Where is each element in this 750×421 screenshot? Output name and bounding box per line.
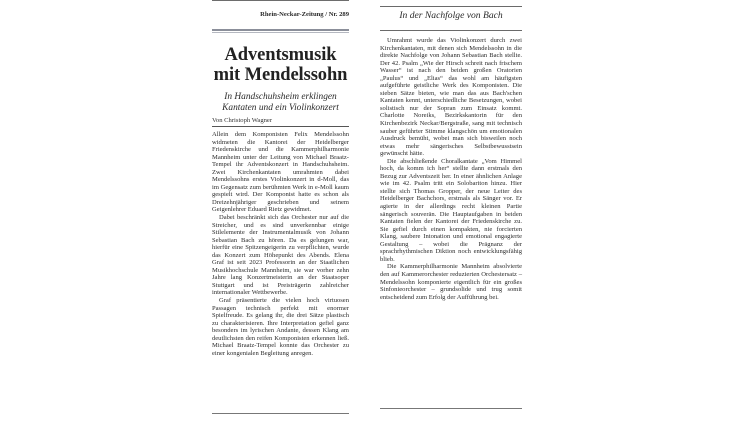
sidebar-title-rule: [380, 30, 522, 31]
bottom-rule: [380, 408, 522, 409]
sidebar-title: In der Nachfolge von Bach: [399, 10, 503, 21]
newspaper-masthead: Rhein-Neckar-Zeitung / Nr. 289: [260, 11, 349, 18]
article-headline: [208, 45, 353, 85]
paragraph: Die abschließende Choralkantate „Vom Himmel hoch, da komm ich her“ stellte dann erstmals den Bezug zur Adventszeit her. In einer ähnlichen Anlage wie im 42. Psalm tritt ein Solobariton hinzu. Hier stellte sich Thomas Gropper, der neue Leiter des Heidelberger Bachchors, erstmals als Sänger vor. Er agierte in der allerdings recht kleinen Partie sängerisch souverän. Die Hauptaufgaben in beiden Kantaten fielen der Kantorei der Friedenskirche zu. Sie gefiel durch einen kompakten, nie forcierten Klang, saubere Intonation und emotional engagierte Gestaltung – wobei die Prägnanz der sprachrhythmischen Diktion noch entwicklungsfähig blieb.: [380, 157, 522, 263]
subhead-line-1: In Handschuhsheim erklingen: [224, 92, 337, 102]
article-body: [212, 131, 349, 357]
paragraph: Allein dem Komponisten Felix Mendelssohn widmeten die Kantorei der Heidelberger Friedenskirche und die Kammerphilharmonie Mannheim unter der Leitung von Michael Braatz-Tempel ihr Adventskonzert in Handschuhsheim. Zwei Kirchenkantaten umrahmten dabei Mendelssohns erstes Violinkonzert in d-Moll, das im Gegensatz zum berühmten Werk in e-Moll kaum gespielt wird. Der Komponist hatte es schon als Dreizehnjähriger geschrieben und seinem Geigenlehrer Eduard Rietz gewidmet.: [212, 131, 349, 214]
headline-line-1: Adventsmusik: [224, 45, 337, 65]
paragraph: Die Kammerphilharmonie Mannheim absolvierte den auf Kammerorchester reduzierten Orchestersatz – Mendelssohn komponierte eigentlich für ein großes Sinfonieorchester – grundsolide und trug somit entscheidend zum Erfolg der Aufführung bei.: [380, 263, 522, 301]
sidebar-top-rule: [380, 6, 522, 7]
top-rule: [212, 0, 349, 1]
paragraph: Umrahmt wurde das Violinkonzert durch zwei Kirchenkantaten, mit denen sich Mendelssohn in die direkte Nachfolge von Johann Sebastian Bach stellte. Der 42. Psalm „Wie der Hirsch schreit nach frischem Wasser“ ist nach den beiden großen Oratorien „Paulus“ und „Elias“ das wohl am häufigsten aufgeführte geistliche Werk des Komponisten. Die sieben Sätze bieten, wie man das aus Bach'schen Kantaten kennt, unterschiedliche Besetzungen, wobei solistisch nur der Sopran zum Einsatz kommt. Charlotte Noreiks, Bezirkskantorin für den Kirchenbezirk Neckar/Bergstraße, sang mit technisch sauber geführter Stimme klangschön um emotionalen Ausdruck bemüht, wobei man sich bisweilen noch etwas mehr sängerisches Selbstbewusstsein gewünscht hätte.: [380, 37, 522, 158]
paragraph: Dabei beschränkt sich das Orchester nur auf die Streicher, und es sind unverkennbar einige Stilelemente der Instrumentalmusik von Johann Sebastian Bach zu hören. Da es gelungen war, hierfür eine Spitzengeigerin zu verpflichten, wurde das Konzert zum Höhepunkt des Abends. Elena Graf ist seit 2023 Professorin an der Staatlichen Musikhochschule Mannheim, sie war vorher zehn Jahre lang Konzertmeisterin an der Staatsoper Stuttgart und ist Preisträgerin zahlreicher internationaler Wettbewerbe.: [212, 214, 349, 297]
article-subheadline: [208, 92, 353, 113]
sidebar-body: [380, 37, 522, 301]
byline: Von Christoph Wagner: [212, 117, 349, 127]
paragraph: Graf präsentierte die vielen hoch virtuosen Passagen technisch perfekt mit enormer Spielfreude. Es gelang ihr, die drei Sätze plastisch zu charakterisieren. Ihre Interpretation gefiel ganz besonders im lyrischen Andante, dessen Klang am deutlichsten den reifen Komponisten erkennen ließ. Michael Braatz-Tempel konnte das Orchester zu einer kongenialen Begleitung anregen.: [212, 297, 349, 357]
masthead-double-rule: [212, 29, 349, 33]
subhead-line-2: Kantaten und ein Violinkonzert: [222, 102, 339, 113]
headline-line-2: mit Mendelssohn: [213, 65, 348, 85]
bottom-rule: [212, 413, 349, 414]
